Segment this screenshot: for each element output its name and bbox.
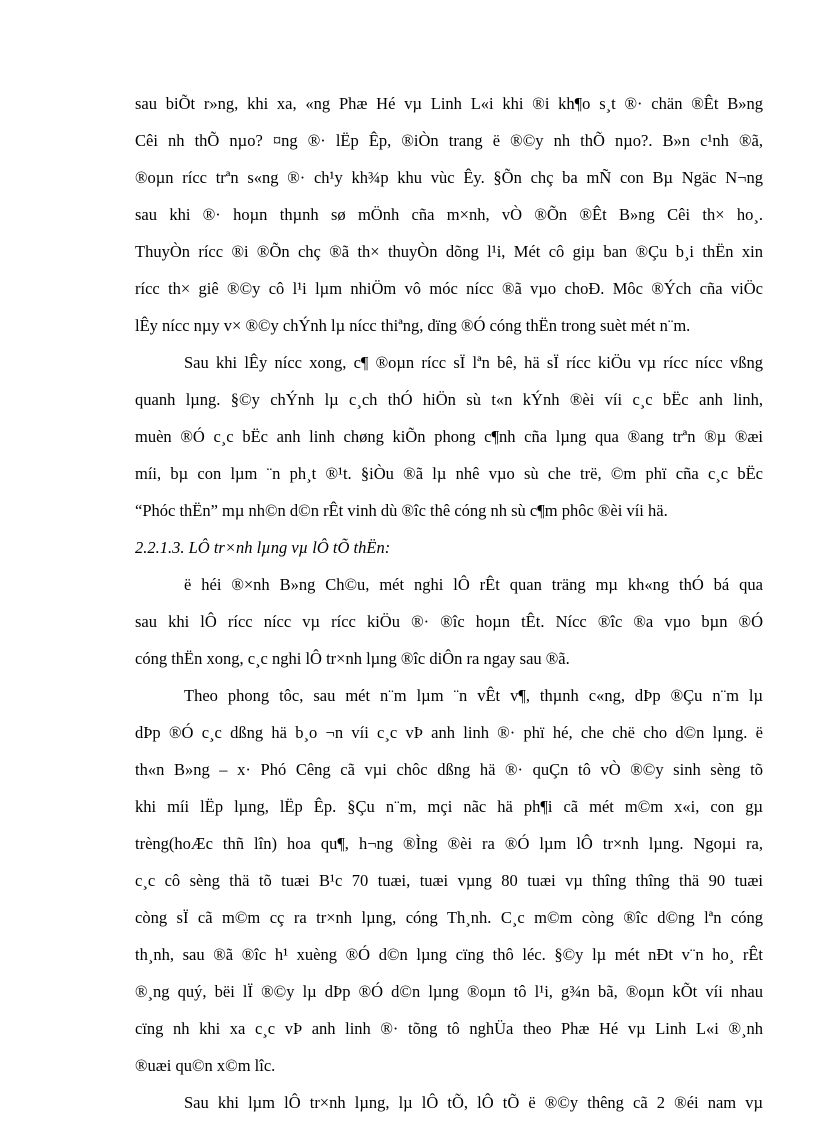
text-line: th«n B»ng – x· Phó Cêng cã vµi chôc dßng hä ®· quÇn tô vÒ ®©y sinh sèng tõ bbox=[135, 760, 763, 779]
text-line: quanh lµng. §©y chÝnh lµ c¸ch thÓ hiÖn sù t«n kÝnh ®èi víi c¸c bËc anh linh, bbox=[135, 390, 763, 409]
text-line: ®¸ng quý, bëi lÏ ®©y lµ dÞp ®Ó d©n lµng ®oµn tô l¹i, g¾n bã, ®oµn kÕt víi nhau bbox=[135, 982, 763, 1001]
text-line: sau khi lÔ rícc nícc vµ rícc kiÖu ®· ®îc hoµn tÊt. Nícc ®îc ®a vµo bµn ®Ó bbox=[135, 612, 763, 631]
section-heading: 2.2.1.3. LÔ tr×nh lµng vµ lÔ tÕ thËn: bbox=[135, 538, 391, 557]
text-line: ®oµn rícc trªn s«ng ®· ch¹y kh¾p khu vùc Êy. §Õn chç ba mÑ con Bµ Ngäc N¬ng bbox=[135, 168, 763, 187]
text-line: ë héi ®×nh B»ng Ch©u, mét nghi lÔ rÊt quan träng mµ kh«ng thÓ bá qua bbox=[184, 575, 763, 594]
text-line: rícc th× giê ®©y cô l¹i lµm nhiÖm vô móc nícc ®ã vµo choÐ. Môc ®Ých cña viÖc bbox=[135, 279, 763, 298]
text-line: khi míi lËp lµng, lËp Êp. §Çu n¨m, mçi nãc hä ph¶i cã mét m©m x«i, con gµ bbox=[135, 797, 763, 816]
text-line: muèn ®Ó c¸c bËc anh linh chøng kiÕn phong c¶nh cña lµng qua ®ang trªn ®µ ®æi bbox=[135, 427, 763, 446]
text-line: c¸c cô sèng thä tõ tuæi B¹c 70 tuæi, tuæi vµng 80 tuæi vµ thîng thîng thä 90 tuæi bbox=[135, 871, 763, 890]
text-line: míi, bµ con lµm ¨n ph¸t ®¹t. §iÒu ®ã lµ nhê vµo sù che trë, ©m phï cña c¸c bËc bbox=[135, 464, 763, 483]
text-line: ThuyÒn rícc ®i ®Õn chç ®ã th× thuyÒn dõng l¹i, Mét cô giµ ban ®Çu b¸i thËn xin bbox=[135, 242, 763, 261]
text-line: trèng(hoÆc thñ lîn) hoa qu¶, h¬ng ®Ìng ®èi ra ®Ó lµm lÔ tr×nh lµng. Ngoµi ra, bbox=[135, 834, 763, 853]
text-line: sau khi ®· hoµn thµnh sø mÖnh cña m×nh, vÒ ®Õn ®Êt B»ng Cêi th× ho¸. bbox=[135, 205, 763, 224]
text-line: Theo phong tôc, sau mét n¨m lµm ¨n vÊt v¶, thµnh c«ng, dÞp ®Çu n¨m lµ bbox=[184, 686, 763, 705]
text-line: còng sÏ cã m©m cç ra tr×nh lµng, cóng Th¸nh. C¸c m©m còng ®îc d©ng lªn cóng bbox=[135, 908, 763, 927]
text-line: cóng thËn xong, c¸c nghi lÔ tr×nh lµng ®îc diÔn ra ngay sau ®ã. bbox=[135, 649, 570, 668]
text-line: Sau khi lµm lÔ tr×nh lµng, lµ lÔ tÕ, lÔ tÕ ë ®©y thêng cã 2 ®éi nam vµ bbox=[184, 1093, 763, 1112]
text-line: sau biÕt r»ng, khi xa, «ng Phæ Hé vµ Linh L«i khi ®i kh¶o s¸t ®· chän ®Êt B»ng bbox=[135, 94, 763, 113]
text-line: dÞp ®Ó c¸c dßng hä b¸o ¬n víi c¸c vÞ anh linh ®· phï hé, che chë cho d©n lµng. ë bbox=[135, 723, 763, 742]
text-line: “Phóc thËn” mµ nh©n d©n rÊt vinh dù ®îc thê cóng nh sù c¶m phôc ®èi víi hä. bbox=[135, 501, 668, 520]
text-line: cïng nh khi xa c¸c vÞ anh linh ®· tõng tô nghÜa theo Phæ Hé vµ Linh L«i ®¸nh bbox=[135, 1019, 763, 1038]
text-line: ®uæi qu©n x©m lîc. bbox=[135, 1056, 276, 1075]
text-line: Sau khi lÊy nícc xong, c¶ ®oµn rícc sÏ lªn bê, hä sÏ rícc kiÖu vµ rícc nícc vßng bbox=[184, 353, 763, 372]
text-line: lÊy nícc nµy v× ®©y chÝnh lµ nícc thiªng, dïng ®Ó cóng thËn trong suèt mét n¨m. bbox=[135, 316, 691, 335]
text-line: th¸nh, sau ®ã ®îc h¹ xuèng ®Ó d©n lµng cïng thô léc. §©y lµ mét nÐt v¨n ho¸ rÊt bbox=[135, 945, 763, 964]
text-line: Cêi nh thÕ nµo? ¤ng ®· lËp Êp, ®iÒn trang ë ®©y nh thÕ nµo?. B»n c¹nh ®ã, bbox=[135, 131, 763, 150]
